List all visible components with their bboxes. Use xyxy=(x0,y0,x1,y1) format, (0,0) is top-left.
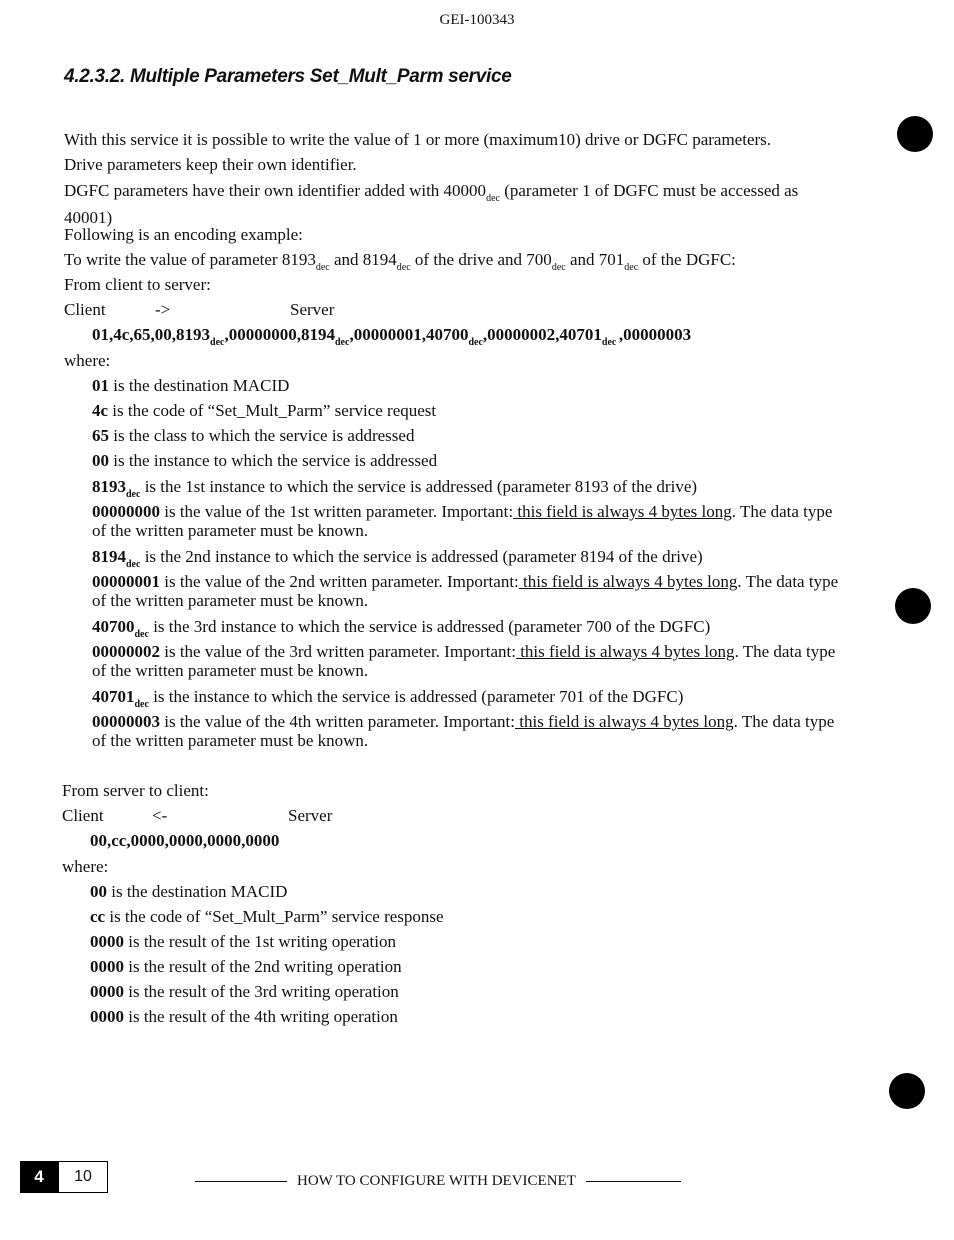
footer-title: HOW TO CONFIGURE WITH DEVICENET xyxy=(297,1173,576,1189)
request-item-5: $8193_{dec}$ is the 1st instance to which the service is addressed (parameter 8193 of the drive) xyxy=(92,477,698,500)
request-item-1: 01 is the destination MACID xyxy=(92,376,290,395)
margin-dot-top xyxy=(897,116,933,152)
response-arrow: <- xyxy=(152,806,168,825)
response-where-label: where: xyxy=(62,857,109,876)
request-item-12: 00000003 is the value of the 4th written parameter. Important: this field is always 4 bytes long. The data type of the written parameter must be known. xyxy=(92,712,835,750)
response-server-label: Server xyxy=(288,806,333,825)
request-item-10: 00000002 is the value of the 3rd written parameter. Important: this field is always 4 bytes long. The data type of the written parameter must be known. xyxy=(92,642,836,680)
page-number-box: 10 xyxy=(58,1161,108,1193)
margin-dot-middle xyxy=(895,588,931,624)
request-item-11: $40701_{dec}$ is the instance to which the service is addressed (parameter 701 of the DGFC) xyxy=(92,687,684,710)
request-client-label: Client xyxy=(64,300,106,319)
request-item-3: 65 is the class to which the service is addressed xyxy=(92,426,415,445)
intro-paragraph-5: To write the value of parameter $8193_{dec}$ and $8194_{dec}$ of the drive and $700_{dec}$ and $701_{dec}$ of the DGFC: xyxy=(64,250,736,273)
footer-rule-right xyxy=(586,1181,681,1182)
document-id: GEI-100343 xyxy=(439,12,515,28)
response-item-5: 0000 is the result of the 3rd writing operation xyxy=(90,982,399,1001)
footer-rule-left xyxy=(195,1181,287,1182)
intro-paragraph-6: From client to server: xyxy=(64,275,211,294)
intro-paragraph-1: With this service it is possible to write the value of 1 or more (maximum10) drive or DGFC parameters. xyxy=(64,130,772,149)
footer-title-row xyxy=(195,1173,681,1190)
response-intro: From server to client: xyxy=(62,781,209,800)
request-server-label: Server xyxy=(290,300,335,319)
intro-paragraph-2: Drive parameters keep their own identifier. xyxy=(64,155,357,174)
response-item-1: 00 is the destination MACID xyxy=(90,882,288,901)
request-item-7: $8194_{dec}$ is the 2nd instance to which the service is addressed (parameter 8194 of the drive) xyxy=(92,547,703,570)
request-item-4: 00 is the instance to which the service is addressed xyxy=(92,451,438,470)
response-code: 00,cc,0000,0000,0000,0000 xyxy=(90,831,280,850)
request-item-6: 00000000 is the value of the 1st written parameter. Important: this field is always 4 bytes long. The data type of the written parameter must be known. xyxy=(92,502,833,540)
response-item-3: 0000 is the result of the 1st writing operation xyxy=(90,932,396,951)
margin-dot-bottom xyxy=(889,1073,925,1109)
chapter-number-box: 4 xyxy=(20,1161,58,1193)
request-item-8: 00000001 is the value of the 2nd written parameter. Important: this field is always 4 bytes long. The data type of the written parameter must be known. xyxy=(92,572,839,610)
section-heading: 4.2.3.2. Multiple Parameters Set_Mult_Parm service xyxy=(64,66,512,87)
request-where-label: where: xyxy=(64,351,111,370)
request-arrow: -> xyxy=(155,300,171,319)
request-item-9: $40700_{dec}$ is the 3rd instance to which the service is addressed (parameter 700 of the DGFC) xyxy=(92,617,711,640)
response-item-4: 0000 is the result of the 2nd writing operation xyxy=(90,957,402,976)
response-client-label: Client xyxy=(62,806,104,825)
intro-paragraph-3: DGFC parameters have their own identifier added with $40000_{dec}$ (parameter 1 of DGFC must be accessed as 40001) xyxy=(64,181,799,227)
request-item-2: 4c is the code of “Set_Mult_Parm” service request xyxy=(92,401,437,420)
request-code: $01,4c,65,00,8193_{dec},00000000,8194_{dec},00000001,40700_{dec},00000002,40701_{dec}$ ,00000003 xyxy=(92,325,692,348)
intro-paragraph-4: Following is an encoding example: xyxy=(64,225,303,244)
response-item-6: 0000 is the result of the 4th writing operation xyxy=(90,1007,398,1026)
response-item-2: cc is the code of “Set_Mult_Parm” service response xyxy=(90,907,444,926)
